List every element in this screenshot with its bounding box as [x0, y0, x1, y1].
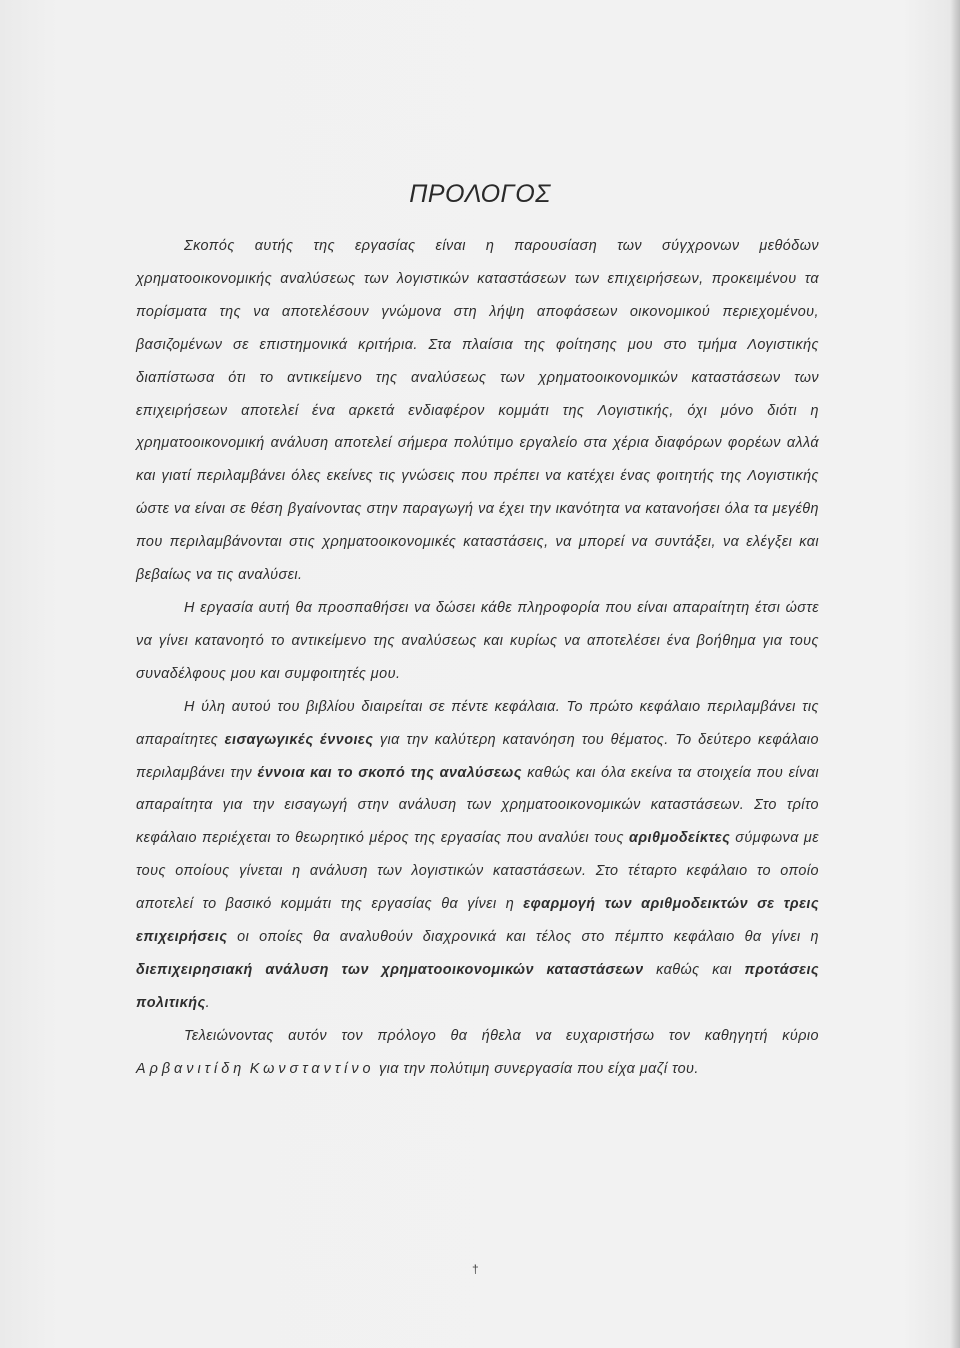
paragraph-text: Τελειώνοντας αυτόν τον πρόλογο θα ήθελα να ευχαριστήσω τον καθηγητή κύριο — [184, 1027, 819, 1044]
paragraph-text: Η ύλη αυτού του βιβλίου διαιρείται σε πέντε κεφάλαια. Το πρώτο κεφάλαιο περιλαμβάνει τις απαραίτητες — [136, 698, 819, 748]
page-mark: † — [472, 1262, 479, 1276]
bold-term: εισαγωγικές έννοιες — [224, 731, 374, 748]
paragraph-thanks — [136, 1020, 819, 1086]
bold-term: προτάσεις πολιτικής — [136, 961, 819, 1011]
bold-term: έννοια και το σκοπό της αναλύσεως — [257, 764, 522, 781]
paragraph-text: . — [205, 994, 211, 1011]
bold-term: εφαρμογή των αριθμοδεικτών σε τρεις επιχειρήσεις — [136, 896, 819, 946]
page-title: ΠΡΟΛΟΓΟΣ — [409, 180, 551, 208]
paragraph-text: Η εργασία αυτή θα προσπαθήσει να δώσει κάθε πληροφορία που είναι απαραίτητη έτσι ώστε να γίνει κατανοητό το αντικείμενο της αναλύσεως και κυρίως να αποτελέσει ένα βοήθημα για τους συναδέλφους μου και συμφοιτητές μου. — [136, 599, 819, 682]
paragraph-text: καθώς και όλα εκείνα τα στοιχεία που είναι απαραίτητα για την εισαγωγή στην ανάλυση των χρηματοοικονομικών καταστάσεων. Στο τρίτο κεφάλαιο περιέχεται το θεωρητικό μέρος της εργασίας που αναλύει τους — [136, 764, 820, 847]
paragraph-text: οι οποίες θα αναλυθούν διαχρονικά και τέλος στο πέμπτο κεφάλαιο θα γίνει η — [227, 929, 819, 946]
paragraph-goal — [136, 592, 819, 691]
paragraph-text: καθώς και — [643, 961, 745, 978]
paragraph-text: για την καλύτερη κατανόηση του θέματος. Το δεύτερο κεφάλαιο περιλαμβάνει την — [136, 731, 819, 781]
bold-term: διεπιχειρησιακή ανάλυση των χρηματοοικονομικών καταστάσεων — [136, 961, 644, 978]
paragraph-purpose — [136, 230, 819, 592]
document-body — [136, 230, 819, 1086]
paragraph-chapters — [136, 691, 819, 1020]
bold-term: αριθμοδείκτες — [629, 830, 731, 847]
paragraph-text: Σκοπός αυτής της εργασίας είναι η παρουσίαση των σύγχρονων μεθόδων χρηματοοικονομικής αναλύσεως των λογιστικών καταστάσεων των επιχειρήσεων, προκειμένου τα πορίσματα της να αποτελέσουν γνώμονα στη λήψη αποφάσεων οικονομικού περιεχομένου, βασιζομένων σε επιστημονικά κριτήρια. Στα πλαίσια της φοίτησης μου στο τμήμα Λογιστικής διαπίστωσα ότι το αντικείμενο της αναλύσεως των χρηματοοικονομικών καταστάσεων των επιχειρήσεων αποτελεί ένα αρκετά ενδιαφέρον κομμάτι της Λογιστικής, όχι μόνο διότι η χρηματοοικονομική ανάλυση αποτελεί σήμερα πολύτιμο εργαλείο στα χέρια διαφόρων φορέων αλλά και γιατί περιλαμβάνει όλες εκείνες τις γνώσεις που πρέπει να κατέχει ένας φοιτητής της Λογιστικής ώστε να είναι σε θέση βγαίνοντας στην παραγωγή να έχει την ικανότητα να κατανοήσει όλα τα μεγέθη που περιλαμβάνονται στις χρηματοοικονομικές καταστάσεις, να μπορεί να συντάξει, να ελέγξει και βεβαίως να τις αναλύσει. — [136, 238, 819, 584]
paragraph-text: για την πολύτιμη συνεργασία που είχα μαζί του. — [374, 1060, 699, 1077]
professor-firstname: Κωνσταντίνο — [249, 1060, 375, 1077]
paragraph-text: σύμφωνα με τους οποίους γίνεται η ανάλυση των λογιστικών καταστάσεων. Στο τέταρτο κεφάλαιο το οποίο αποτελεί το βασικό κομμάτι της εργασίας θα γίνει η — [136, 830, 819, 913]
professor-surname: Αρβανιτίδη — [136, 1060, 246, 1077]
